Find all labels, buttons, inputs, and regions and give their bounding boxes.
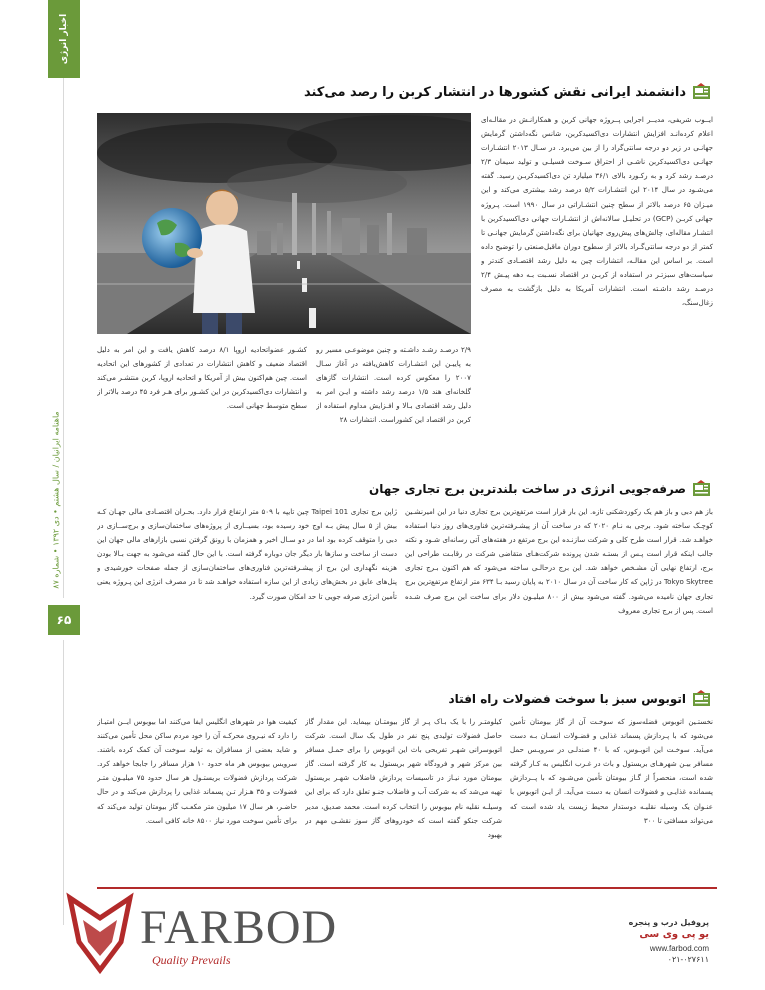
section-tab: [48, 0, 80, 78]
article-2-title: صرفه‌جویی انرژی در ساخت بلندترین برج تجاری جهان: [369, 482, 686, 496]
article-1-column-2: ۲/۹ درصـد رشـد داشـته و چنین موضوعـی مسیر رو به پاییـن این انتشـارات کاهش‌یافته در آغاز سـال ۲۰۰۷ را معکوس کرده است. انتشارات گازهای گلخانه‌ای هند ۱/۵ درصد رشد داشته و ایـن امر به دلیل رشد اقتصادی بـالا و افـزایش مداوم استفاده از کربن در اقتصاد این کشوراست. انتشارات ۲۸: [316, 345, 471, 425]
section-tab-label: اخبار انرژی: [59, 13, 69, 65]
footer-divider: [97, 887, 717, 889]
globe: [142, 208, 202, 268]
article-1-title: دانشمند ایرانی نقش کشورها در انتشار کربن را رصد می‌کند: [303, 84, 686, 100]
ad-phone: ۰۲۱-۰۲۷۶۱۱: [667, 955, 709, 964]
article-3-heading: [405, 690, 712, 708]
article-2-column-2: ژاپن برج تجاری Taipei 101 چین تایپه با ۵۰۹ متر ارتفاع قرار دارد. بحـران اقتصـادی مالی جهـان کـه بیش از ۵ سال پیش بـه اوج خود رسیده بود، بسیــاری از پروژه‌های ساختمان‌سازی و برج‌ســازی در دبی را متوقف کرده بود اما در دو سـال اخیر و همزمان با رونق گرفتن نسبی بازارهای مالی جهان این دست از ساخت و سازها بار دیگر جان دوباره گرفته است. با این حال گفته می‌شود به جهت بـالا بودن هزینه نگهداری این برج از پیشـرفته‌ترین فناوری‌های ساختمان‌سازی از جمله صفحات خورشیدی و پنل‌های عایق در بخش‌های زیادی از این سازه استفاده خواهـد شد تا در مصرف انرژی این پـروژه یعنی تأمین انرژی صرفه جویی تا حد امکان صورت گیرد.: [97, 507, 397, 601]
brand-name: FARBOD: [140, 901, 338, 954]
page-number: ۶۵: [48, 605, 80, 635]
article-2-heading: [370, 480, 712, 498]
boy-globe-factory-image: [97, 113, 471, 334]
article-3-column-3: کیفیت هوا در شهرهای انگلیس ایفا می‌کنند اما بیوبوس ایــن امتیـاز را دارد که نیـروی محرکـه آن را خود مردم ساکن محل تأمین می‌کنند و شاید بعضی از مسافران به تولید سوخت آن کمک کرده باشند. سرویس بیوبوس هر ماه حدود ۱۰ هزار مسافر را جابجا خواهد کرد. شرکت پردازش فضولات بریستـول هر سال حدود ۷۵ میلیـون متـر فضولات و ۳۵ هـزار تـن پسماند غذایی را پردازش می‌کند و در حال حاضـر، هر سال ۱۷ میلیون متر مکعـب گاز بیومتان تولید می‌کند که برای تأمین سوخت مورد نیاز ۸۵۰۰ خانه کافی است.: [97, 717, 297, 825]
newspaper-icon: [692, 690, 712, 708]
article-1-heading: [300, 83, 712, 101]
ad-product-line: پروفیل درب و پنجره: [628, 918, 709, 927]
ad-contact-block: [599, 918, 709, 964]
side-divider-lower: [63, 640, 64, 925]
article-3-column-2: کیلومتـر را با یک بـاک پـر از گاز بیومتـان بپیماید. این مقدار گاز حاصل فضولات تولیدی پنج نفر در طول یک سال است. شرکت اتوبوسرانی شهـر تفریحی باث این اتوبوس را برای حمـل مسافر بین مرکز شهر و فرودگاه شهر بریستول به کار گرفته است. گاز بیومتان مورد نیـاز در تاسیسات پردازش فاضلاب شهـر بریستول تهیه می‌شد که به شرکت آب و فاضلاب جنـو تعلق دارد که برای این وسیلـه نقلیه نام بیوبوس را انتخاب کرده است. محمد صدیق، مدیر شرکت جنکو گفته است که خودروهای گاز سوز نقشـی مهم در بهبود: [305, 717, 502, 839]
article-1-photo: [97, 113, 471, 334]
article-3-title: اتوبوس سبز با سوخت فضولات راه افتاد: [448, 692, 686, 706]
ad-upvc-line: یو پی وی سی: [639, 929, 709, 940]
article-3-column-1: نخستـین اتوبوس فضله‌سوز که سوخـت آن از گاز بیومتان تأمین می‌شود که با پـردازش پسماند غذایی و فضـولات انسـان بـه دست می‌آید. سوخـت این اتوبـوس، که با ۴۰ صندلـی در سرویـس حمل مسافر بیـن شهرهـای بریستول و باث در غـرب انگلیس به کـار گرفته شده است، منحصراً از گـاز بیومتان تأمین می‌شـود که با پــردازش پسمانده غذایـی و فضولات انسان به دست می‌آید. از ایـن اتوبوس با عنـوان یک وسیله نقلیـه دوستدار محیط زیست یاد شده است که می‌تواند مسافتی تا ۳۰۰: [510, 717, 713, 825]
side-divider: [63, 78, 64, 598]
article-2-column-1: باز هم دبی و باز هم یک رکوردشکنی تازه. این بار قرار است مرتفع‌ترین برج تجاری دنیا در این امیرنشـین کوچـک ساخته شود. برجی به نـام ۲۰۲۰ که در ساخت آن از پیشـرفته‌ترین فناوری‌های روز دنیا استفاده خواهـد شد. قرار است طرح کلی و شرکت سازنـده این برج مرتفع در هفته‌های آتی رسانه‌ای شـود و نکته جالب اینکه قرار است پـس از بستـه شدن پرونده شرکت‌هـای متقاضی شرکت در رقابـت طراحی این برج، ارتفاع نهایی آن مشـخص خواهد شد. این برج درحالـی ساخته می‌شود که هم اکنون بـرج تجاری Tokyo Skytree در ژاپن که کار ساخت آن در سال ۲۰۱۰ به پایان رسید بـا ۶۳۴ متر ارتفاع مرتفع‌ترین برج تجاری جهان نامیده می‌شود. گفته می‌شود بیش از ۸۰۰ میلیـون دلار برای ساخت این برج صرف شـده است. پس از برج تجاری معروف: [405, 507, 713, 615]
newspaper-icon: [692, 83, 712, 101]
brand-tagline: Quality Prevails: [152, 953, 231, 967]
ad-website: www.farbod.com: [649, 944, 709, 953]
article-1-column-1: ایــوب شریفی، مدیــر اجرایی پــروژه جهانی کربن و همکارانـش در مقالـه‌ای اعلام کرده‌انـد افزایش انتشارات دی‌اکسیدکربن، شانس نگه‌داشتن گرمایش جهانـی در زیر دو درجه سانتی‌گراد را از بین می‌برد. در سـال ۲۰۱۳ انتشـارات جهانـی دی‌اکسیدکربن ناشـی از احتراق سـوخت فسیلـی و تولید سیمان ۲/۳ درصـد رشد کرد و به رکـورد بالای ۳۶/۱ میلیارد تن دی‌اکسیدکربـن رسید. گفته می‌شـود در سال ۲۰۱۴ این انتشـارات ۵/۲ درصد رشد بیشتری می‌کند و این میـزان ۶۵ درصد بالاتر از سطح چنین انتشـاراتی در سال ۱۹۹۰ است. پـروژه جهانی کربـن (GCP) در تحلیـل سالانه‌اش از انتشـارات جهانی دی‌اکسیدکربن با انتشـار مقاله‌ای، چالش‌های پیش‌روی جهانیان برای نگه‌داشتن گرمایش جهانـی تا کمتر از دو درجه سانتی‌گـراد بالاتر از سطوح دوران ماقبل‌صنعتی را توضیح داده است. بر اساس این مقالـه، انتشارات چین به دلیل رشد اقتصـادی کندتر و سیاست‌های سبزتـر در استفاده از کربـن در اقتصاد نسـبت بـه دهه پیـش ۲/۴ درصـد رشد داشـته است. انتشارات آمریکا به دلیل بازگشت به مصرف زغال‌سنگ،: [481, 115, 713, 308]
issue-caption-text: ماهنامه ایرانیان / سال هشتم • دی ۱۳۹۲ • شماره ۸۷: [51, 411, 61, 589]
article-1-column-3: کشـور عضواتحادیه اروپا ۸/۱ درصد کاهش یافت و این امر به دلیل اقتصاد ضعیف و کاهش انتشارات در تعدادی از کشورهای این اتحادیه است. چین هم‌اکنون بیش از آمریکا و اتحادیه اروپا، کربن منتشـر می‌کند و انتشارات دی‌اکسیدکربن در این کشـور برای هـر فرد ۴۵ درصد بالاتر از سطح متوسط جهانی است.: [97, 345, 307, 411]
newspaper-icon: [692, 480, 712, 498]
issue-caption: [51, 411, 72, 589]
farbod-logo-icon: [65, 890, 135, 980]
